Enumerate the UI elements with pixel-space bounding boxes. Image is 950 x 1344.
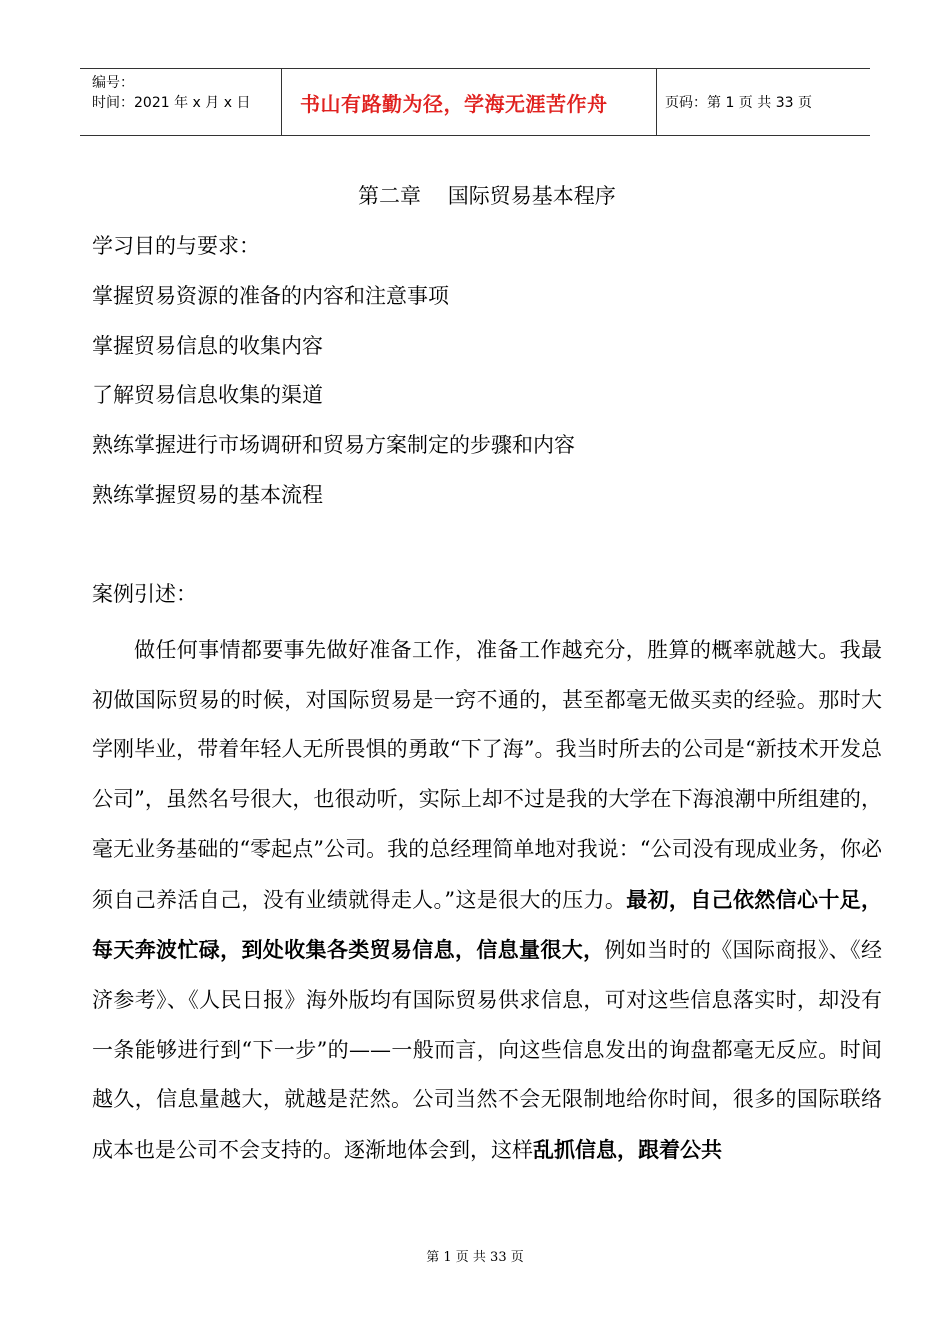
objective-item: 熟练掌握进行市场调研和贸易方案制定的步骤和内容 bbox=[92, 433, 575, 457]
header-page-info: 页码：第 1 页 共 33 页 bbox=[665, 95, 812, 111]
page-footer: 第 1 页 共 33 页 bbox=[426, 1250, 524, 1265]
objectives-heading: 学习目的与要求： bbox=[92, 234, 260, 258]
case-text-bold: 最初，自己依然信心十足，每天奔波忙碌，到处收集各类贸易信息，信息量很大， bbox=[92, 886, 883, 963]
case-heading: 案例引述： bbox=[92, 582, 197, 606]
objective-item: 掌握贸易资源的准备的内容和注意事项 bbox=[92, 284, 449, 308]
header-motto: 书山有路勤为径，学海无涯苦作舟 bbox=[282, 69, 657, 135]
case-text: 例如当时的《国际商报》、《经济参考》、《人民日报》海外版均有国际贸易供求信息，可对这些信息落实时，却没有一条能够进行到“下一步”的——一般而言，向这些信息发出的询盘都毫无反应。时间越久，信息量越大，就越是茫然。公司当然不会无限制地给你时间，很多的国际联络成本也是公司不会支持的。逐渐地体会到，这样 bbox=[92, 938, 883, 1163]
chapter-title: 第二章 国际贸易基本程序 bbox=[358, 184, 616, 208]
objective-item: 掌握贸易信息的收集内容 bbox=[92, 334, 323, 358]
header-meta bbox=[80, 69, 282, 135]
time-label: 时间：2021 年 x 月 x 日 bbox=[92, 95, 251, 111]
case-text-bold: 乱抓信息，跟着公共 bbox=[533, 1137, 722, 1163]
case-paragraph bbox=[92, 626, 882, 1176]
objective-item: 熟练掌握贸易的基本流程 bbox=[92, 483, 323, 507]
objective-item: 了解贸易信息收集的渠道 bbox=[92, 383, 323, 407]
case-text: 做任何事情都要事先做好准备工作，准备工作越充分，胜算的概率就越大。我最初做国际贸易的时候，对国际贸易是一窍不通的，甚至都毫无做买卖的经验。那时大学刚毕业，带着年轻人无所畏惧的勇敢“下了海”。我当时所去的公司是“新技术开发总公司”，虽然名号很大，也很动听，实际上却不过是我的大学在下海浪潮中所组建的，毫无业务基础的“零起点”公司。我的总经理简单地对我说：“公司没有现成业务，你必须自己养活自己，没有业绩就得走人。”这是很大的压力。 bbox=[92, 638, 882, 912]
number-label: 编号： bbox=[92, 75, 134, 91]
page-header bbox=[80, 68, 870, 136]
